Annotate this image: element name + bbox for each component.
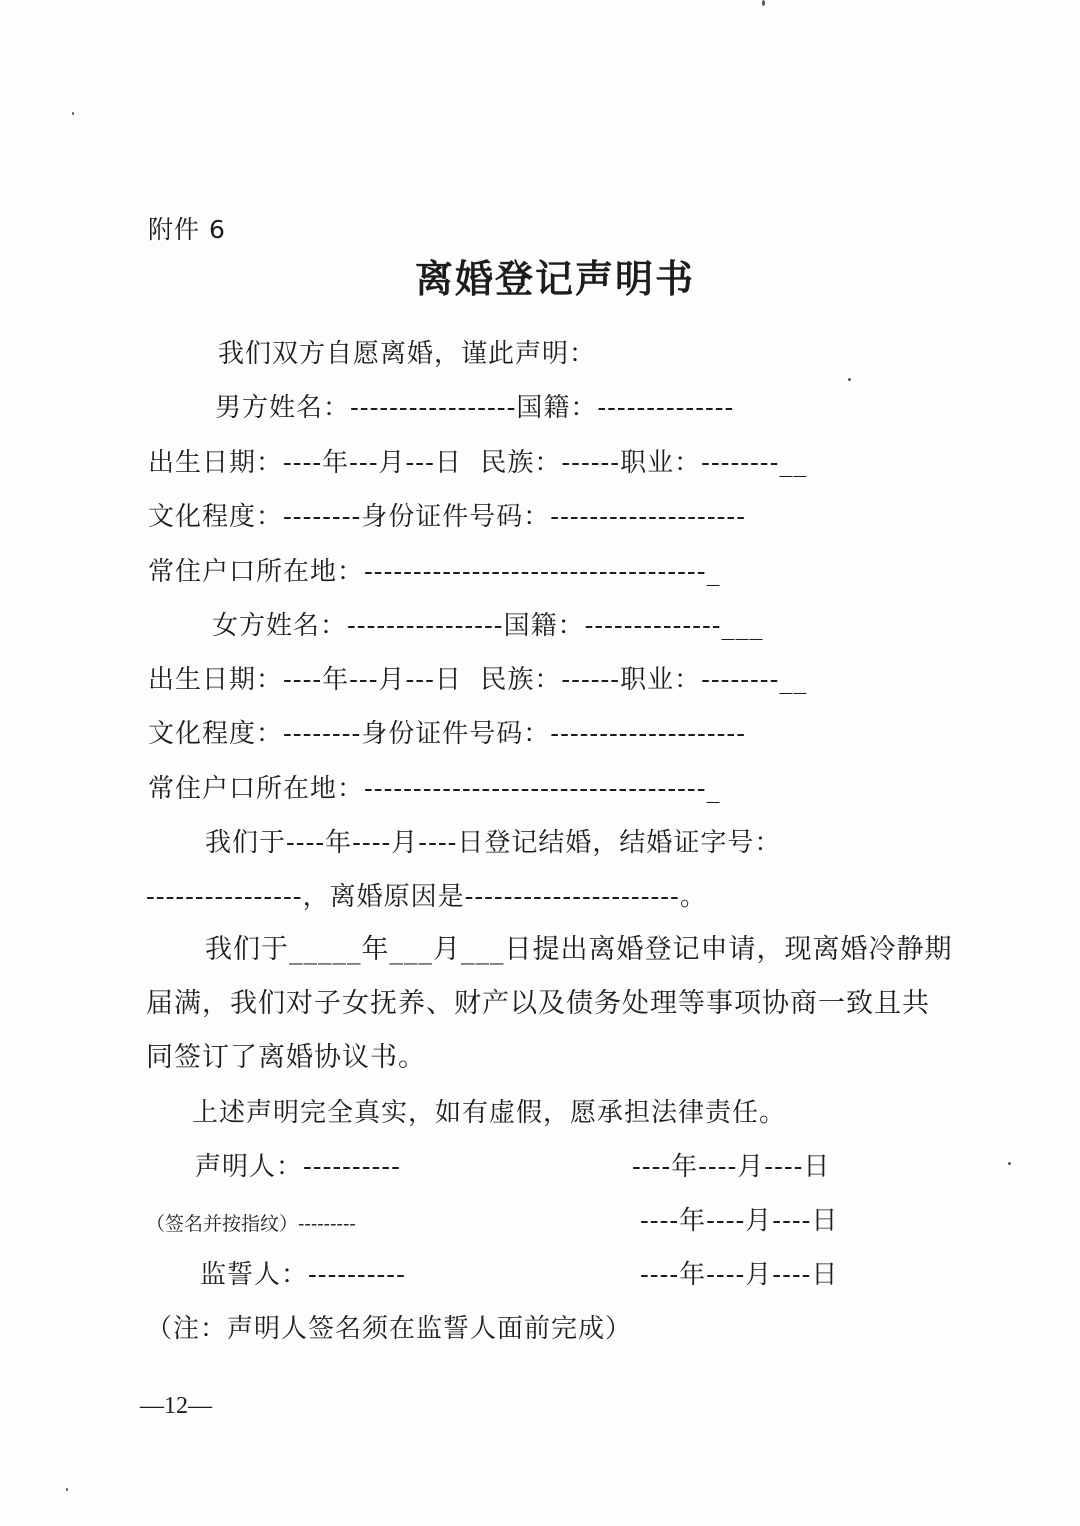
- scan-speck: [1008, 1162, 1011, 1165]
- note-text: （注：声明人签名须在监誓人面前完成）: [146, 1314, 633, 1344]
- marriage-date-line: 我们于----年----月----日登记结婚，结婚证字号：: [205, 828, 782, 858]
- scan-speck: [72, 112, 74, 115]
- female-education-line: 文化程度：--------身份证件号码：--------------------: [148, 719, 746, 749]
- scan-speck: [66, 1488, 68, 1491]
- male-education-line: 文化程度：--------身份证件号码：--------------------: [148, 502, 746, 532]
- male-birth-line: 出生日期：----年---月---日 民族：------职业：--------__: [148, 448, 808, 478]
- female-name-line: 女方姓名：----------------国籍：--------------___: [212, 611, 764, 641]
- document-title: 离婚登记声明书: [414, 257, 695, 301]
- statement-text: 上述声明完全真实，如有虚假，愿承担法律责任。: [192, 1098, 787, 1128]
- page-number: —12—: [140, 1393, 212, 1419]
- application-line-2: 届满，我们对子女抚养、财产以及债务处理等事项协商一致且共: [146, 988, 930, 1019]
- scan-speck: [762, 0, 765, 6]
- declarant-line: 声明人：----------: [195, 1152, 401, 1182]
- declarant-date: ----年----月----日: [632, 1152, 831, 1182]
- attachment-label: 附件 6: [148, 215, 226, 244]
- supervisor-line: 监誓人：----------: [200, 1260, 406, 1290]
- female-birth-line: 出生日期：----年---月---日 民族：------职业：--------__: [148, 665, 808, 695]
- female-residence-line: 常住户口所在地：-----------------------------------_: [148, 774, 721, 804]
- intro-text: 我们双方自愿离婚，谨此声明：: [218, 339, 597, 369]
- supervisor-date: ----年----月----日: [640, 1260, 839, 1290]
- signature-date: ----年----月----日: [640, 1206, 839, 1236]
- signature-fingerprint-line: （签名并按指纹）---------: [146, 1213, 356, 1235]
- marriage-reason-line: ----------------，离婚原因是----------------------。: [146, 882, 707, 912]
- male-residence-line: 常住户口所在地：-----------------------------------_: [148, 557, 721, 587]
- male-name-line: 男方姓名：-----------------国籍：--------------: [215, 393, 735, 423]
- application-line-1: 我们于_____年___月___日提出离婚登记申请，现离婚冷静期: [205, 934, 953, 965]
- scan-speck: [848, 378, 851, 381]
- application-line-3: 同签订了离婚协议书。: [146, 1042, 426, 1073]
